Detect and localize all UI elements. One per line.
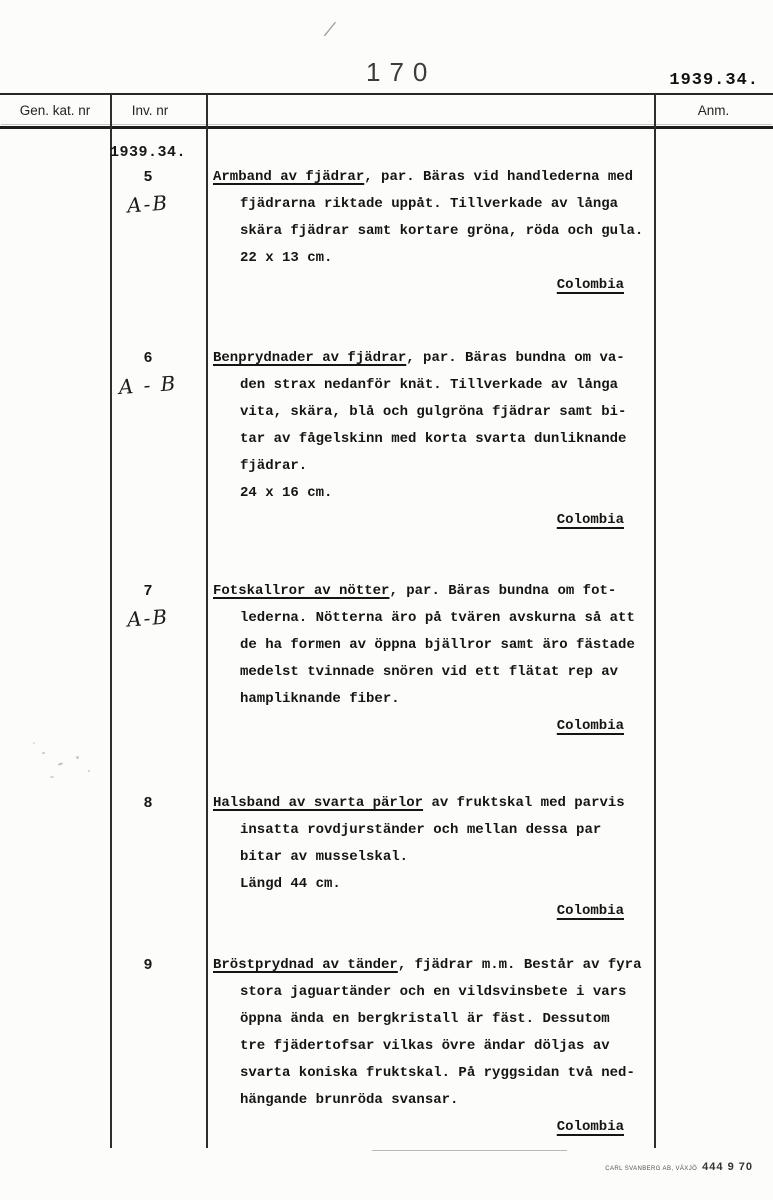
entry-title-rest: , par. Bäras vid handlederna med — [364, 169, 634, 185]
entry-line: tar av fågelskinn med korta svarta dunliknande — [240, 431, 627, 447]
entry-title-rest: , par. Bäras bundna om fot- — [389, 583, 617, 599]
entry-title-rest: , par. Bäras bundna om va- — [406, 350, 625, 366]
column-header-inv-nr: Inv. nr — [131, 103, 169, 118]
entry-lines — [213, 817, 655, 898]
entry-inv-nr: 5 — [143, 169, 153, 186]
catalog-entry — [0, 952, 773, 1141]
entry-title: Halsband av svarta pärlor — [213, 795, 424, 811]
entry-provenance-line — [213, 898, 655, 925]
entry-provenance: Colombia — [556, 718, 624, 734]
stray-pen-mark: ⁄ — [326, 17, 334, 42]
entry-description — [206, 345, 655, 534]
entry-lines — [213, 979, 655, 1114]
entry-line: fjädrar. — [240, 458, 308, 474]
entry-provenance: Colombia — [556, 1119, 624, 1135]
entry-first-line — [213, 790, 655, 817]
entry-line: Längd 44 cm. — [240, 876, 341, 892]
pencil-smudge — [33, 742, 35, 744]
entry-provenance-line — [213, 713, 655, 740]
entry-description — [206, 142, 655, 299]
entry-annotation-handwritten: A-B — [126, 190, 170, 218]
entry-description — [206, 578, 655, 740]
entry-line: hampliknande fiber. — [240, 691, 400, 707]
entry-provenance: Colombia — [556, 512, 624, 528]
pencil-smudge — [50, 776, 54, 778]
printer-imprint — [605, 1161, 753, 1173]
entry-description — [206, 790, 655, 925]
entry-line: 22 x 13 cm. — [240, 250, 333, 266]
entry-provenance-line — [213, 1114, 655, 1141]
entry-title: Fotskallror av nötter — [213, 583, 390, 599]
inv-nr-cell — [100, 578, 196, 631]
inv-nr-cell — [100, 790, 196, 817]
entry-provenance-line — [213, 272, 655, 299]
inv-nr-cell — [100, 142, 196, 217]
column-header-anm: Anm. — [697, 103, 730, 118]
entry-line: stora jaguartänder och en vildsvinsbete i vars — [240, 984, 627, 1000]
table-header-rule — [0, 126, 773, 129]
entry-line: lederna. Nötterna äro på tvären avskurna så att — [240, 610, 635, 626]
catalog-entry — [0, 345, 773, 534]
entry-inv-nr: 8 — [143, 795, 153, 812]
entry-title: Bröstprydnad av tänder — [213, 957, 398, 973]
entry-first-line — [213, 578, 655, 605]
table-bottom-rule — [372, 1150, 567, 1151]
pencil-smudge — [76, 756, 79, 759]
entry-provenance: Colombia — [556, 903, 624, 919]
entry-inv-nr: 9 — [143, 957, 153, 974]
entry-inv-nr: 6 — [143, 350, 153, 367]
entry-provenance-line — [213, 507, 655, 534]
entry-line: medelst tvinnade snören vid ett flätat rep av — [240, 664, 619, 680]
pencil-smudge — [42, 752, 45, 754]
entry-first-line — [213, 952, 655, 979]
entry-line: öppna ända en bergkristall är fäst. Dessutom — [240, 1011, 610, 1027]
entry-title-rest: , fjädrar m.m. Består av fyra — [397, 957, 642, 973]
inv-nr-cell — [100, 345, 196, 398]
entry-description — [206, 952, 655, 1141]
entry-inv-nr: 7 — [143, 583, 153, 600]
inv-nr-cell — [100, 952, 196, 979]
entry-line: svarta koniska fruktskal. På ryggsidan två ned- — [240, 1065, 635, 1081]
entry-first-line — [213, 164, 655, 191]
entry-line: 24 x 16 cm. — [240, 485, 333, 501]
entry-line: tre fjädertofsar vilkas övre ändar döljas av — [240, 1038, 610, 1054]
entry-provenance: Colombia — [556, 277, 624, 293]
entry-line: skära fjädrar samt kortare gröna, röda och gula. — [240, 223, 644, 239]
printer-imprint-code: 444 9 70 — [702, 1161, 753, 1173]
table-header-row — [0, 95, 773, 126]
entry-annotation-handwritten: A - B — [117, 370, 179, 400]
pencil-smudge — [88, 770, 90, 772]
entry-line: hängande brunröda svansar. — [240, 1092, 459, 1108]
entry-line: fjädrarna riktade uppåt. Tillverkade av långa — [240, 196, 619, 212]
entry-title: Benprydnader av fjädrar — [213, 350, 407, 366]
entry-line: insatta rovdjurständer och mellan dessa par — [240, 822, 602, 838]
entry-line: de ha formen av öppna bjällror samt äro fästade — [240, 637, 635, 653]
entry-list — [0, 134, 773, 1141]
entry-title-rest: av fruktskal med parvis — [423, 795, 625, 811]
entry-lines — [213, 605, 655, 713]
printer-imprint-name: CARL SVANBERG AB, VÄXJÖ — [605, 1166, 698, 1172]
column-header-gen-kat-nr: Gen. kat. nr — [19, 103, 91, 118]
entry-line: vita, skära, blå och gulgröna fjädrar samt bi- — [240, 404, 627, 420]
entry-title: Armband av fjädrar — [213, 169, 365, 185]
entry-lines — [213, 191, 655, 272]
entry-lines — [213, 372, 655, 507]
catalog-year-reference: 1939.34. — [669, 71, 759, 90]
entry-line: bitar av musselskal. — [240, 849, 409, 865]
entry-annotation-handwritten: A-B — [126, 604, 170, 632]
entry-line: den strax nedanför knät. Tillverkade av långa — [240, 377, 619, 393]
page-number: 170 — [366, 57, 437, 87]
entry-first-line — [213, 345, 655, 372]
entry-inv-prefix: 1939.34. — [109, 144, 186, 161]
catalog-entry — [0, 578, 773, 740]
catalog-entry — [0, 790, 773, 925]
catalog-entry — [0, 142, 773, 299]
